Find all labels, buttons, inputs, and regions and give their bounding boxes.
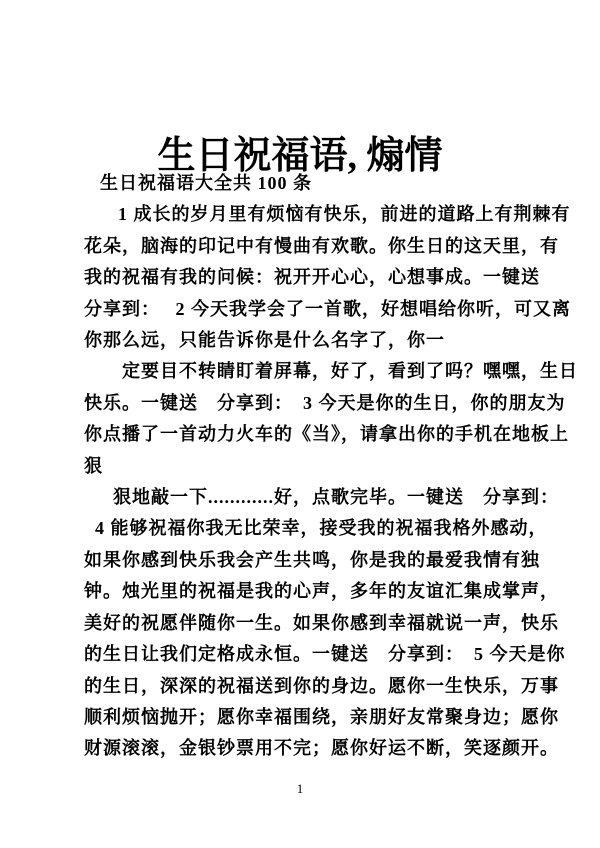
text-line: 分享到： 2 今天我学会了一首歌，好想唱给你听，可又离 — [84, 298, 571, 319]
page-number: 1 — [296, 781, 304, 796]
page-title: 生日祝福语, 煽情 — [157, 135, 443, 178]
document-body — [84, 168, 578, 765]
text-line: 我的祝福有我的问候：祝开开心心，心想事成。一键送 — [84, 267, 540, 288]
text-line: 1 成长的岁月里有烦恼有快乐，前进的道路上有荆棘有 — [118, 204, 571, 225]
text-line: 狠 — [84, 455, 103, 476]
text-line: 快乐。一键送 分享到： 3 今天是你的生日，你的朋友为 — [84, 392, 566, 413]
text-line: 你那么远，只能告诉你是什么名字了，你一 — [84, 330, 445, 351]
text-line: 的生日让我们定格成永恒。一键送 分享到： 5 今天是你 — [84, 644, 566, 665]
text-line: 顺利烦恼抛开；愿你幸福围绕，亲朋好友常聚身边；愿你 — [84, 706, 559, 727]
text-line: 的生日，深深的祝福送到你的身边。愿你一生快乐，万事 — [84, 675, 559, 696]
text-line: 4 能够祝福你我无比荣幸，接受我的祝福我格外感动， — [95, 518, 548, 539]
text-line: 如果你感到快乐我会产生共鸣，你是我的最爱我情有独 — [84, 549, 540, 570]
text-line: 狠地敲一下............好，点歌完毕。一键送 分享到： — [113, 487, 559, 508]
document-subtitle: 生日祝福语大全共 100 条 — [100, 173, 312, 193]
text-line: 美好的祝愿伴随你一生。如果你感到幸福就说一声，快乐 — [84, 612, 559, 633]
document-lines — [84, 199, 578, 764]
text-line: 财源滚滚，金银钞票用不完；愿你好运不断，笑逐颜开。 — [84, 738, 559, 759]
text-line: 花朵，脑海的印记中有慢曲有欢歌。你生日的这天里，有 — [84, 235, 559, 256]
text-line: 钟。烛光里的祝福是我的心声，多年的友谊汇集成掌声， — [84, 581, 559, 602]
text-line: 定要目不转睛盯着屏幕，好了，看到了吗？嘿嘿，生日 — [122, 361, 578, 382]
text-line: 你点播了一首动力火车的《当》，请拿出你的手机在地板上 — [84, 424, 569, 445]
